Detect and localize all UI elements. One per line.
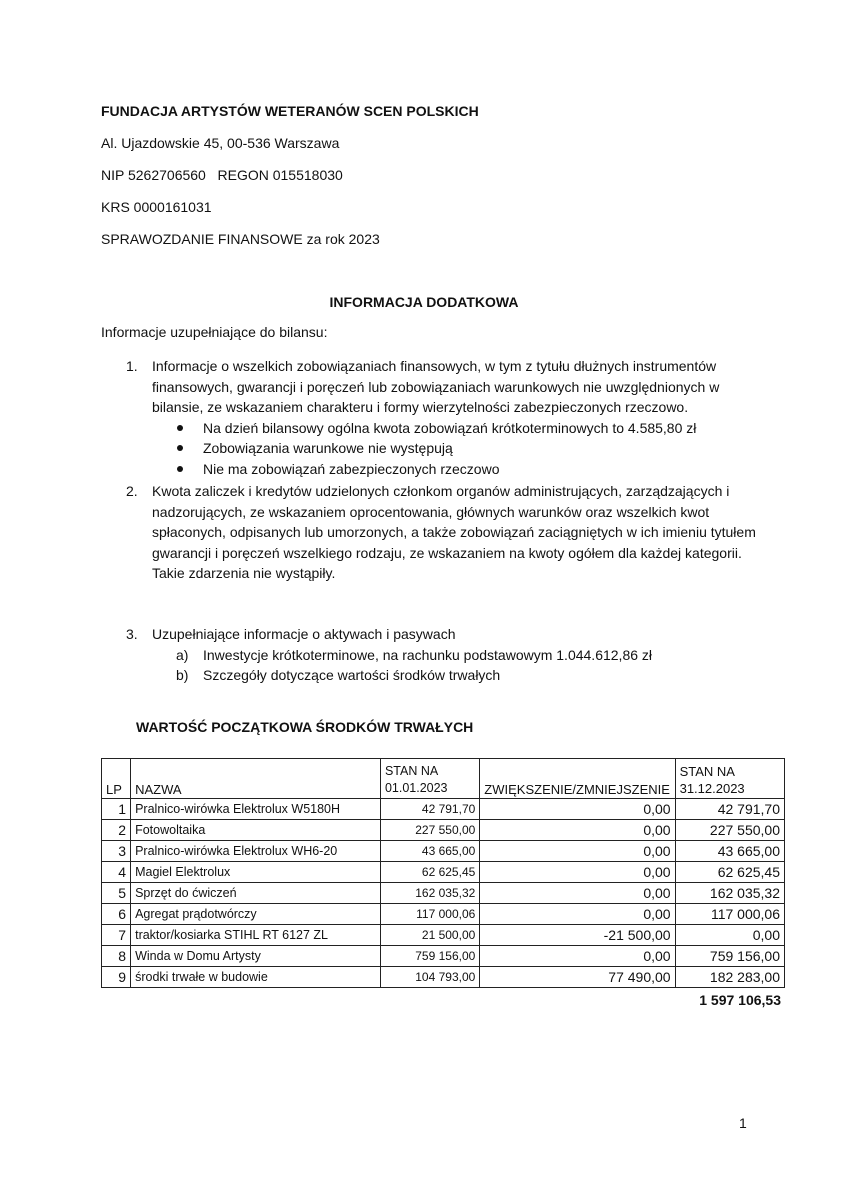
cell-start: 117 000,06 [380,904,479,925]
cell-end: 117 000,06 [675,904,784,925]
bullet-text: Na dzień bilansowy ogólna kwota zobowiązań krótkoterminowych to 4.585,80 zł [203,419,697,436]
header-name: NAZWA [131,759,381,799]
cell-start: 21 500,00 [380,925,479,946]
organization-name: FUNDACJA ARTYSTÓW WETERANÓW SCEN POLSKICH [101,103,479,119]
header-start [380,759,479,799]
bullet-icon [177,425,183,431]
table-title: WARTOŚĆ POCZĄTKOWA ŚRODKÓW TRWAŁYCH [136,719,474,735]
bullet-icon [177,466,183,472]
cell-name: Magiel Elektrolux [131,862,381,883]
header-end [675,759,784,799]
cell-end: 182 283,00 [675,967,784,988]
header-lp: LP [102,759,131,799]
bullet-icon [177,445,183,451]
item-number: 2. [126,483,138,499]
bullet-text: Zobowiązania warunkowe nie występują [203,440,453,456]
item-text: Informacje o wszelkich zobowiązaniach finansowych, w tym z tytułu dłużnych instrumentów finansowych, gwarancji i poręczeń lub zobowiązaniach warunkowych nie uwzględnionych w bilansie, ze wskazaniem charakteru i formy wierzytelności zabezpieczonych rzeczowo. [152,358,720,415]
cell-start: 62 625,45 [380,862,479,883]
section-title: INFORMACJA DODATKOWA [329,294,519,310]
cell-end: 42 791,70 [675,799,784,820]
cell-start: 43 665,00 [380,841,479,862]
sub-letter: b) [176,667,189,683]
list-item-1 [101,356,761,479]
page-number: 1 [739,1115,747,1131]
list-item-3 [101,624,761,686]
nip-regon: NIP 5262706560 REGON 015518030 [101,167,343,183]
cell-lp: 4 [102,862,131,883]
sub-list [101,645,761,686]
cell-end: 227 550,00 [675,820,784,841]
cell-name: Pralnico-wirówka Elektrolux W5180H [131,799,381,820]
list-item-2 [101,481,761,584]
table-row [102,925,785,946]
header-end-line2: 31.12.2023 [679,781,745,796]
cell-change: 0,00 [480,799,675,820]
cell-start: 759 156,00 [380,946,479,967]
cell-lp: 2 [102,820,131,841]
cell-change: 0,00 [480,820,675,841]
cell-end: 62 625,45 [675,862,784,883]
cell-name: Winda w Domu Artysty [131,946,381,967]
cell-end: 162 035,32 [675,883,784,904]
cell-name: Pralnico-wirówka Elektrolux WH6-20 [131,841,381,862]
cell-change: 77 490,00 [480,967,675,988]
sub-item [152,645,761,666]
cell-name: Sprzęt do ćwiczeń [131,883,381,904]
cell-name: Fotowoltaika [131,820,381,841]
cell-change: 0,00 [480,841,675,862]
table-row [102,904,785,925]
organization-address: Al. Ujazdowskie 45, 00-536 Warszawa [101,135,340,151]
item-text: Uzupełniające informacje o aktywach i pasywach [152,626,456,642]
cell-name: traktor/kosiarka STIHL RT 6127 ZL [131,925,381,946]
cell-change: 0,00 [480,862,675,883]
cell-end: 43 665,00 [675,841,784,862]
cell-change: 0,00 [480,946,675,967]
cell-lp: 5 [102,883,131,904]
cell-name: środki trwałe w budowie [131,967,381,988]
intro-text: Informacje uzupełniające do bilansu: [101,324,328,340]
table-header-row [102,759,785,799]
cell-change: 0,00 [480,883,675,904]
krs-number: KRS 0000161031 [101,199,212,215]
item-number: 1. [126,358,138,374]
table-row [102,967,785,988]
cell-end: 0,00 [675,925,784,946]
cell-name: Agregat prądotwórczy [131,904,381,925]
bullet-item [152,438,761,459]
header-start-line2: 01.01.2023 [384,781,448,795]
item-text: Kwota zaliczek i kredytów udzielonych członkom organów administrujących, zarządzających i nadzorujących, ze wskazaniem oprocentowania, głównych warunków oraz wszelkich kwot spłaconych, odpisanych lub umorzonych, a także zobowiązań zaciągniętych w ich imieniu tytułem gwarancji i poręczeń wszelkiego rodzaju, ze wskazaniem na kwoty ogółem dla każdej kategorii. [152,483,756,561]
sub-item [152,665,761,686]
cell-start: 227 550,00 [380,820,479,841]
cell-lp: 6 [102,904,131,925]
cell-lp: 1 [102,799,131,820]
cell-lp: 9 [102,967,131,988]
cell-start: 42 791,70 [380,799,479,820]
cell-end: 759 156,00 [675,946,784,967]
header-start-line1: STAN NA [384,764,439,778]
bullet-text: Nie ma zobowiązań zabezpieczonych rzeczowo [203,460,500,477]
sub-letter: a) [176,646,189,663]
table-row [102,841,785,862]
cell-start: 162 035,32 [380,883,479,904]
report-title: SPRAWOZDANIE FINANSOWE za rok 2023 [101,231,380,247]
bullet-item [152,418,761,439]
header-change: ZWIĘKSZENIE/ZMNIEJSZENIE [480,759,675,799]
fixed-assets-table [101,758,785,988]
bullet-list [101,418,761,480]
cell-change: 0,00 [480,904,675,925]
table-row [102,799,785,820]
bullet-item [152,459,761,480]
item-note: Takie zdarzenia nie wystąpiły. [152,565,336,581]
sub-text: Inwestycje krótkoterminowe, na rachunku podstawowym 1.044.612,86 zł [203,646,653,663]
cell-lp: 7 [102,925,131,946]
table-row [102,820,785,841]
header-end-line1: STAN NA [679,764,735,779]
cell-start: 104 793,00 [380,967,479,988]
cell-change: -21 500,00 [480,925,675,946]
item-number: 3. [126,626,138,642]
table-total: 1 597 106,53 [699,992,781,1008]
cell-lp: 8 [102,946,131,967]
table-row [102,946,785,967]
sub-text: Szczegóły dotyczące wartości środków trwałych [203,667,501,683]
cell-lp: 3 [102,841,131,862]
table-row [102,862,785,883]
table-body [102,799,785,988]
table-row [102,883,785,904]
